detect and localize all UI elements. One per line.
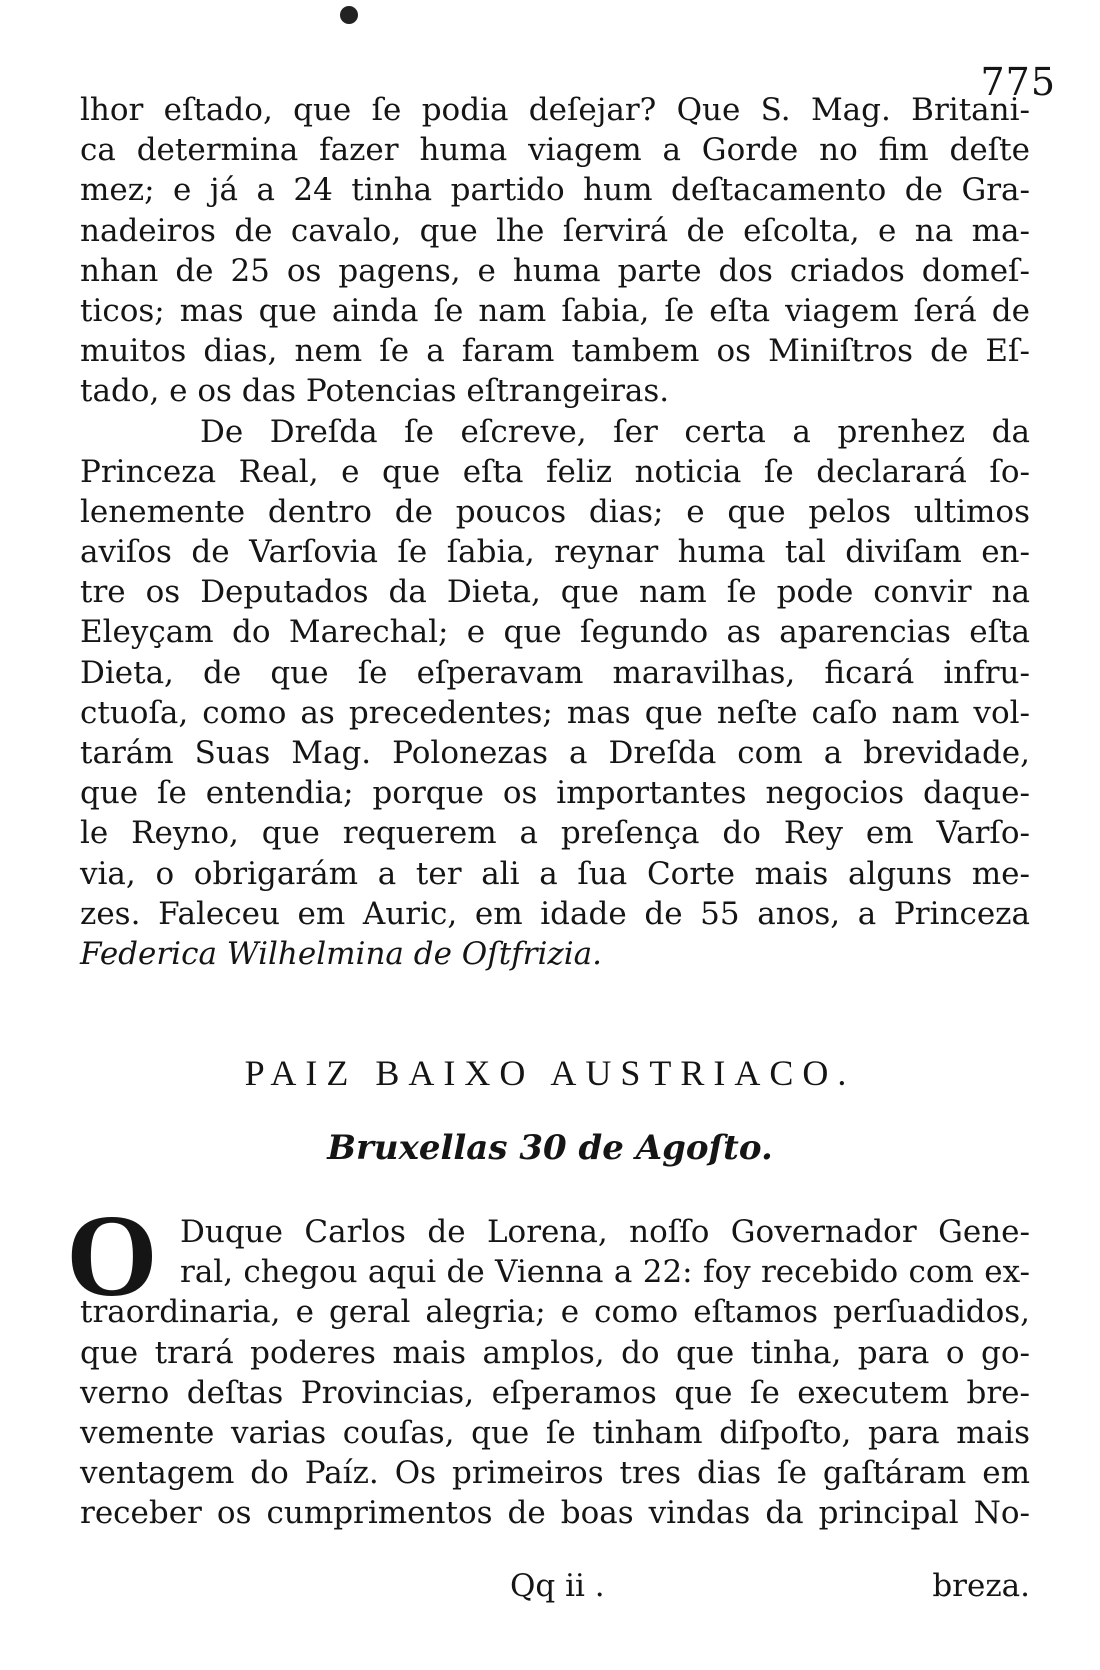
catchword: breza. [932,1568,1030,1604]
text-line: via, o obrigarám a ter ali a ſua Corte mais alguns me- [80,855,1030,892]
text-line: Federica Wilhelmina de Oſtfrizia. [80,935,602,972]
text-line: mez; e já a 24 tinha partido hum deſtacamento de Gra- [80,172,1030,209]
text-line: lhor eſtado, que ſe podia deſejar? Que S. Mag. Britani- [80,92,1030,128]
ink-blot [340,6,358,24]
text-line: Dieta, de que ſe eſperavam maravilhas, ficará infru- [80,654,1030,691]
page-number: 775 [980,60,1056,104]
text-line: muitos dias, nem ſe a faram tambem os Miniſtros de Eſ- [80,333,1030,370]
text-line: lenemente dentro de poucos dias; e que pelos ultimos [80,493,1030,530]
text-line: receber os cumprimentos de boas vindas da principal No- [80,1495,1030,1532]
section-heading: PAIZ BAIXO AUSTRIACO. [244,1053,856,1093]
text-line: traordinaria, e geral alegria; e como eſtamos perſuadidos, [80,1294,1030,1331]
text-line: Duque Carlos de Lorena, noſſo Governador Gene- [180,1214,1030,1250]
dateline: Bruxellas 30 de Agoſto. [327,1128,773,1168]
text-line: tarám Suas Mag. Polonezas a Dreſda com a brevidade, [80,735,1030,771]
text-line: tre os Deputados da Dieta, que nam ſe pode convir na [80,574,1030,611]
text-line: le Reyno, que requerem a preſença do Rey em Varſo- [80,815,1030,852]
paragraph-block-germany [80,90,1030,974]
text-line: ticos; mas que ainda ſe nam ſabia, ſe eſta viagem ſerá de [80,292,1030,329]
text-line: nadeiros de cavalo, que lhe ſervirá de eſcolta, e na ma- [80,212,1030,249]
text-line: ca determina fazer huma viagem a Gorde no fim deſte [80,132,1030,169]
text-line: nhan de 25 os pagens, e huma parte dos criados domeſ- [80,252,1030,289]
text-line: aviſos de Varſovia ſe ſabia, reynar huma tal diviſam en- [80,534,1030,571]
text-line: zes. Faleceu em Auric, em idade de 55 anos, a Princeza [80,895,1030,932]
signature-mark: Qq ii . [510,1568,605,1604]
text-line: tado, e os das Potencias eſtrangeiras. [80,373,670,410]
paragraph-block-brussels [80,1212,1030,1534]
text-line: Princeza Real, e que eſta feliz noticia ſe declarará ſo- [80,453,1030,490]
text-line: ral, chegou aqui de Vienna a 22: foy recebido com ex- [180,1254,1030,1291]
text-line: De Dreſda ſe eſcreve, ſer certa a prenhez da [200,413,1030,450]
text-line: vemente varias couſas, que ſe tinham diſpoſto, para mais [80,1414,1030,1451]
text-line: ctuoſa, como as precedentes; mas que neſte caſo nam vol- [80,694,1030,731]
text-line: que ſe entendia; porque os importantes negocios daque- [80,775,1030,812]
drop-cap: O [66,1190,158,1321]
text-line: Eleyçam do Marechal; e que ſegundo as aparencias eſta [80,614,1030,651]
text-line: ventagem do Paíz. Os primeiros tres dias ſe gaſtáram em [80,1455,1030,1492]
text-line: verno deſtas Provincias, eſperamos que ſe executem bre- [80,1374,1030,1411]
text-line: que trará poderes mais amplos, do que tinha, para o go- [80,1334,1030,1371]
